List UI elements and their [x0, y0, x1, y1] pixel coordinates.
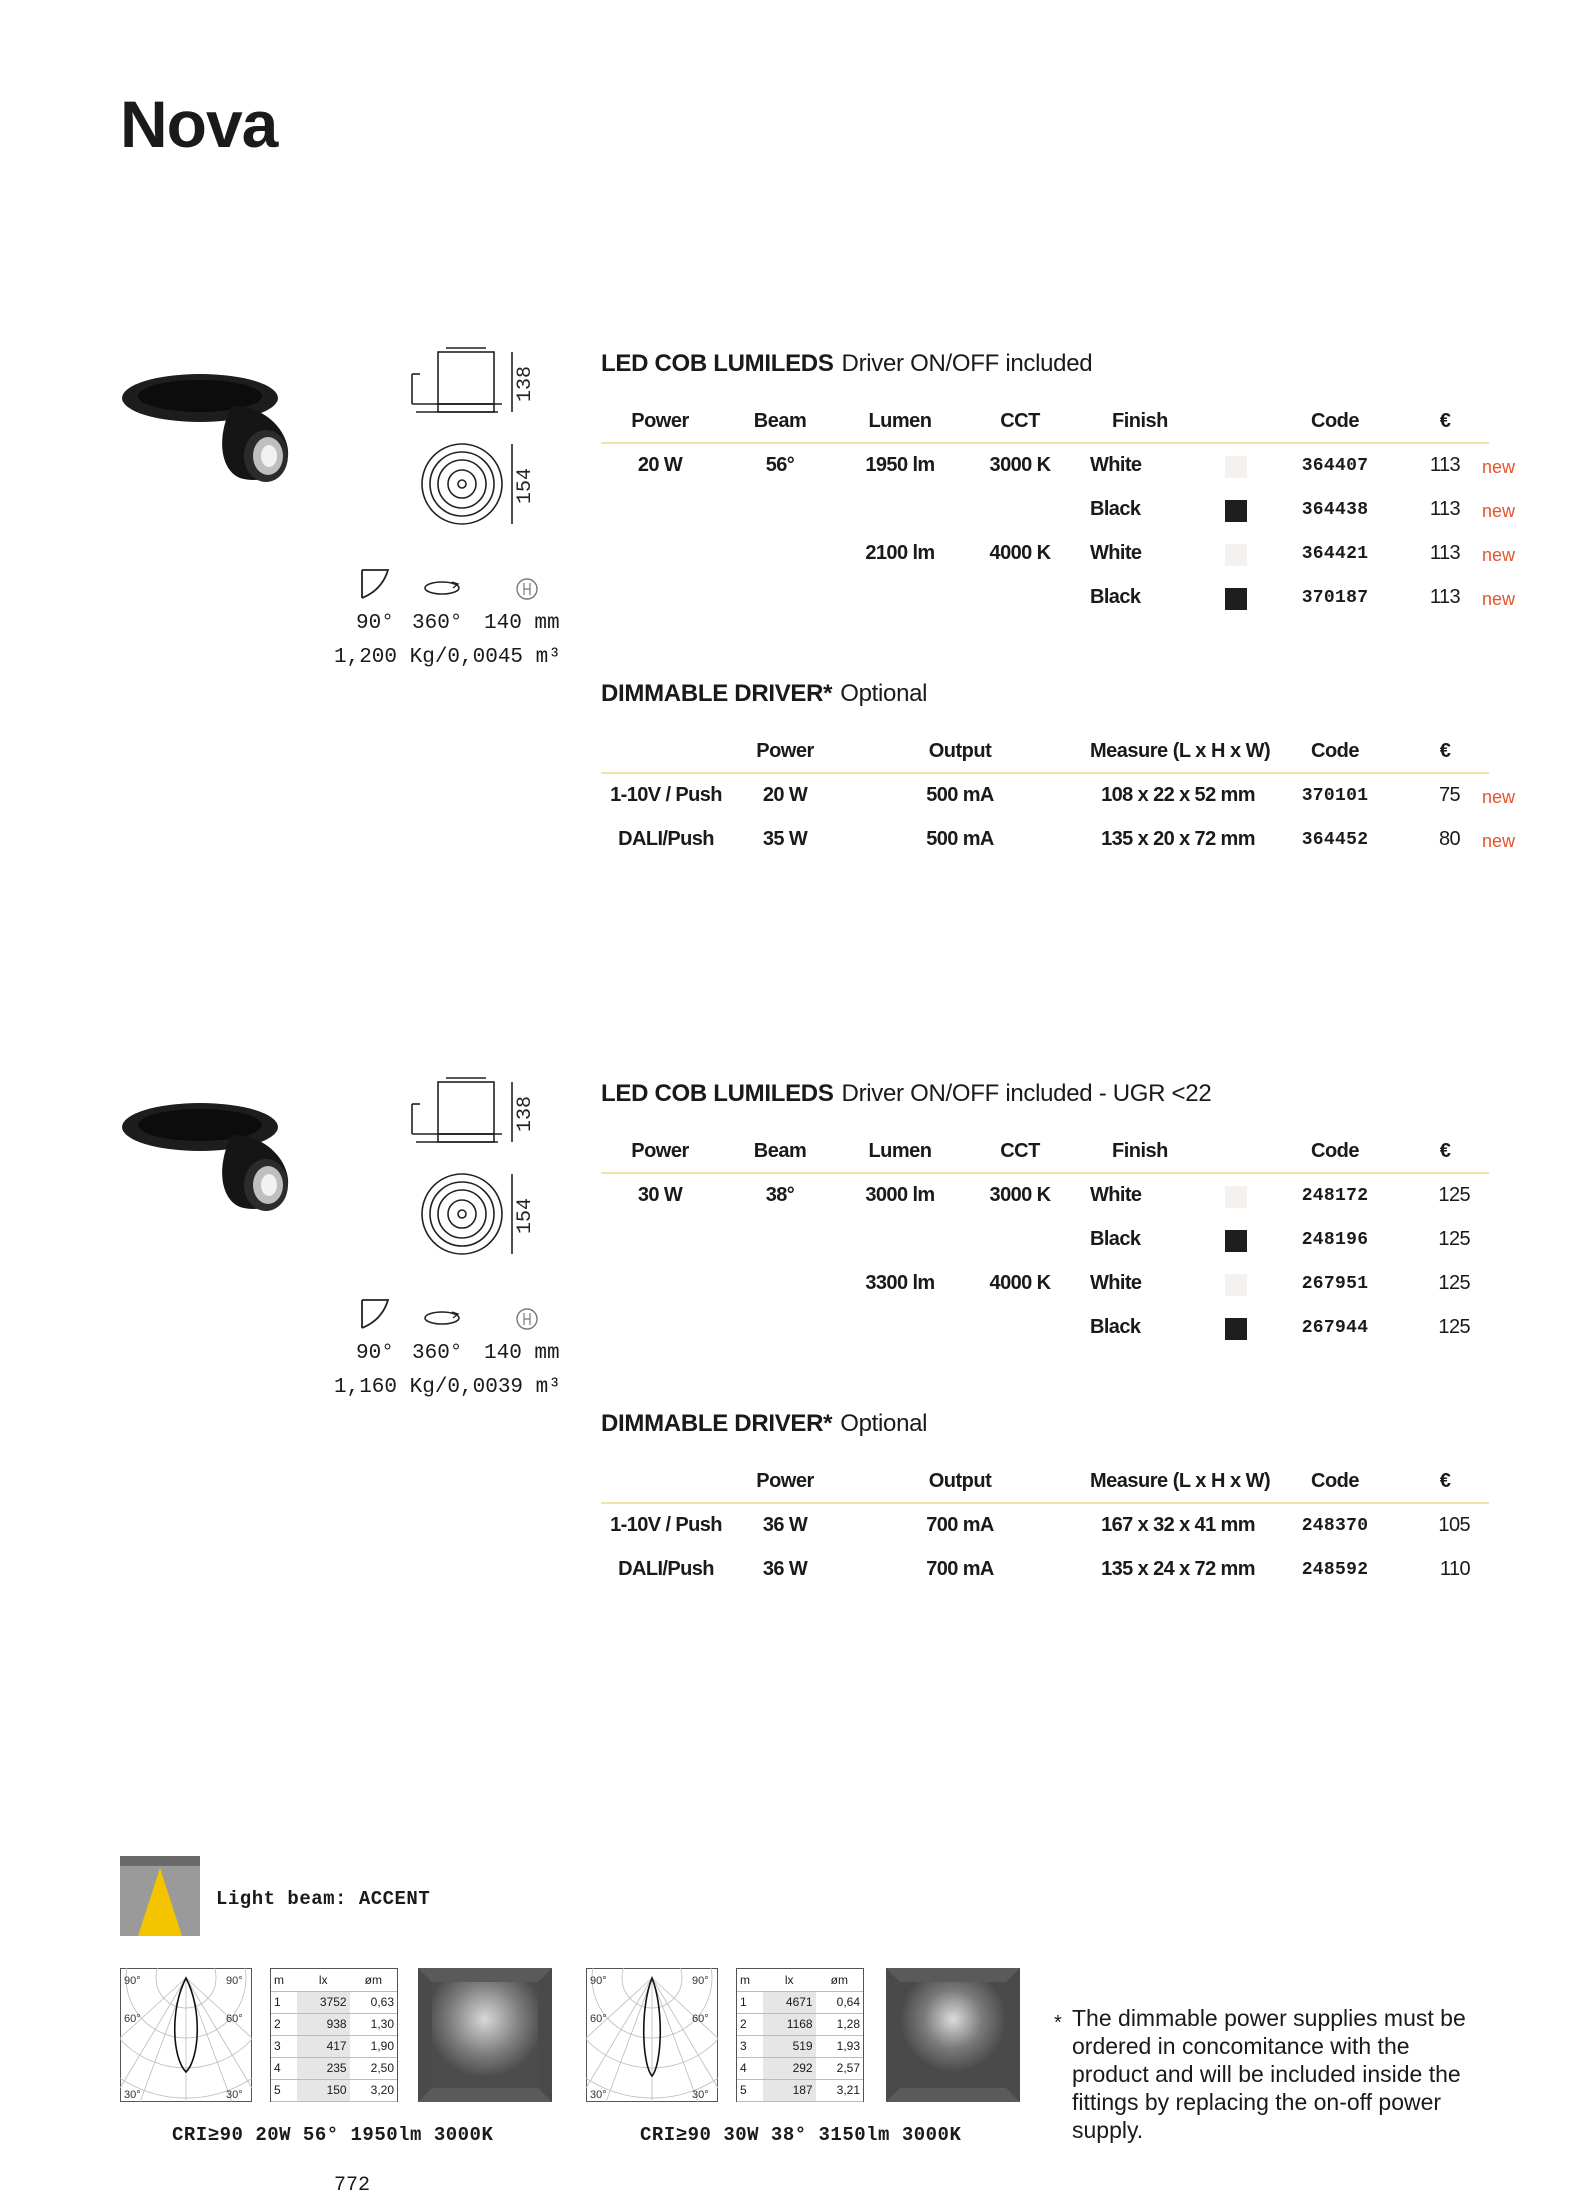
- polar-label: 30°: [590, 2089, 607, 2101]
- rotation-icon: [422, 578, 462, 598]
- row-code: 248196: [1301, 1230, 1369, 1250]
- col-measure: Measure (L x H x W): [1090, 740, 1271, 762]
- row-lumen: 2100 lm: [865, 542, 935, 564]
- driver-code: 248370: [1301, 1516, 1369, 1536]
- new-badge: new: [1482, 545, 1516, 565]
- driver-heading-sub: Optional: [840, 1410, 928, 1437]
- row-lumen: 3000 lm: [865, 1184, 935, 1206]
- beam-render: [886, 1968, 1020, 2102]
- row-cct: 4000 K: [989, 542, 1051, 564]
- row-price: 125: [1438, 1228, 1470, 1250]
- col-finish: Finish: [1112, 1140, 1168, 1162]
- header-rule: [601, 772, 1489, 774]
- finish-swatch-black: [1225, 588, 1247, 610]
- driver-output: 500 mA: [926, 784, 994, 806]
- finish-swatch-white: [1225, 1274, 1247, 1296]
- new-badge: new: [1482, 787, 1516, 807]
- illuminance-table: [270, 1968, 398, 2102]
- page-number: 772: [334, 2174, 371, 2197]
- row-code: 248172: [1301, 1186, 1369, 1206]
- driver-output: 500 mA: [926, 828, 994, 850]
- row-finish: Black: [1090, 498, 1141, 520]
- driver-measure: 135 x 20 x 72 mm: [1101, 828, 1255, 850]
- col-beam: Beam: [753, 410, 807, 432]
- driver-power: 36 W: [762, 1514, 808, 1536]
- row-code: 370187: [1301, 588, 1369, 608]
- col-finish: Finish: [1112, 410, 1168, 432]
- col-power: Power: [631, 410, 689, 432]
- finish-swatch-white: [1225, 1186, 1247, 1208]
- col-price: €: [1439, 1470, 1451, 1492]
- drawing-diameter-label: 154: [514, 1197, 537, 1235]
- polar-diagram: [586, 1968, 718, 2102]
- row-finish: White: [1090, 454, 1142, 476]
- header-rule: [601, 1172, 1489, 1174]
- technical-drawing: [408, 1074, 548, 1314]
- col-power: Power: [756, 1470, 814, 1492]
- driver-power: 36 W: [762, 1558, 808, 1580]
- finish-swatch-black: [1225, 1318, 1247, 1340]
- photom-header: lx: [763, 1969, 816, 1991]
- driver-heading: [601, 1410, 927, 1438]
- photom-row: 5 150 3,20: [271, 2079, 397, 2101]
- product-photo: [120, 356, 296, 486]
- row-code: 364438: [1301, 500, 1369, 520]
- drawing-height-label: 138: [514, 1095, 537, 1133]
- row-price: 125: [1438, 1272, 1470, 1294]
- driver-measure: 108 x 22 x 52 mm: [1101, 784, 1255, 806]
- col-output: Output: [928, 740, 992, 762]
- col-beam: Beam: [753, 1140, 807, 1162]
- spec-weight-volume: 1,200 Kg/0,0045 m³: [334, 646, 561, 669]
- row-price: 125: [1438, 1316, 1470, 1338]
- led-heading-bold: LED COB LUMILEDS: [601, 350, 834, 377]
- beam-render: [418, 1968, 552, 2102]
- rotation-icon: [422, 1308, 462, 1328]
- row-price: 113: [1429, 454, 1460, 476]
- spec-weight-volume: 1,160 Kg/0,0039 m³: [334, 1376, 561, 1399]
- polar-label: 60°: [590, 2013, 607, 2025]
- driver-price: 110: [1439, 1558, 1470, 1580]
- finish-swatch-white: [1225, 544, 1247, 566]
- hole-size-icon: [515, 576, 539, 602]
- col-code: Code: [1311, 410, 1359, 432]
- row-finish: White: [1090, 1184, 1142, 1206]
- page-title: Nova: [120, 87, 278, 161]
- new-badge: new: [1482, 501, 1516, 521]
- led-heading: [601, 1080, 1211, 1108]
- col-code: Code: [1311, 1470, 1359, 1492]
- driver-code: 248592: [1301, 1560, 1369, 1580]
- finish-swatch-black: [1225, 500, 1247, 522]
- col-output: Output: [928, 1470, 992, 1492]
- driver-power: 35 W: [762, 828, 808, 850]
- photom-row: 3 417 1,90: [271, 2035, 397, 2057]
- row-code: 364421: [1301, 544, 1369, 564]
- photom-row: 2 938 1,30: [271, 2013, 397, 2035]
- led-heading-sub: Driver ON/OFF included - UGR <22: [841, 1080, 1212, 1107]
- col-code: Code: [1311, 1140, 1359, 1162]
- driver-output: 700 mA: [926, 1558, 994, 1580]
- footnote-marker: *: [1054, 2012, 1062, 2034]
- polar-label: 30°: [226, 2089, 243, 2101]
- col-lumen: Lumen: [868, 410, 932, 432]
- photom-row: 4 292 2,57: [737, 2057, 863, 2079]
- photometry-caption: CRI≥90 20W 56° 1950lm 3000K: [172, 2124, 494, 2146]
- polar-label: 90°: [590, 1975, 607, 1987]
- illuminance-table: [736, 1968, 864, 2102]
- new-badge: new: [1482, 589, 1516, 609]
- drawing-diameter-label: 154: [514, 467, 537, 505]
- photom-header: øm: [350, 1969, 397, 1991]
- led-heading: [601, 350, 1092, 378]
- driver-type: DALI/Push: [618, 1558, 714, 1580]
- row-cct: 3000 K: [989, 454, 1051, 476]
- finish-swatch-white: [1225, 456, 1247, 478]
- photom-header: lx: [297, 1969, 350, 1991]
- light-beam-label: Light beam: ACCENT: [216, 1888, 431, 1910]
- photom-row: 1 3752 0,63: [271, 1991, 397, 2013]
- row-price: 113: [1429, 498, 1460, 520]
- row-power: 30 W: [637, 1184, 683, 1206]
- photom-row: 4 235 2,50: [271, 2057, 397, 2079]
- row-finish: Black: [1090, 1228, 1141, 1250]
- photom-row: 1 4671 0,64: [737, 1991, 863, 2013]
- driver-code: 370101: [1301, 786, 1369, 806]
- header-rule: [601, 1502, 1489, 1504]
- row-beam: 38°: [765, 1184, 795, 1206]
- row-lumen: 3300 lm: [865, 1272, 935, 1294]
- new-badge: new: [1482, 457, 1516, 477]
- driver-power: 20 W: [762, 784, 808, 806]
- col-price: €: [1439, 740, 1451, 762]
- photom-header: m: [271, 1969, 297, 1991]
- tilt-angle-icon: [358, 568, 392, 600]
- row-finish: Black: [1090, 586, 1141, 608]
- row-code: 364407: [1301, 456, 1369, 476]
- photom-row: 5 187 3,21: [737, 2079, 863, 2101]
- row-price: 113: [1429, 586, 1460, 608]
- driver-heading-bold: DIMMABLE DRIVER*: [601, 1410, 833, 1437]
- photometry-caption: CRI≥90 30W 38° 3150lm 3000K: [640, 2124, 962, 2146]
- row-beam: 56°: [765, 454, 795, 476]
- polar-label: 90°: [124, 1975, 141, 1987]
- driver-heading-sub: Optional: [840, 680, 928, 707]
- technical-drawing: [408, 344, 548, 584]
- col-cct: CCT: [1000, 1140, 1040, 1162]
- row-finish: Black: [1090, 1316, 1141, 1338]
- driver-measure: 135 x 24 x 72 mm: [1101, 1558, 1255, 1580]
- row-code: 267951: [1301, 1274, 1369, 1294]
- row-cct: 4000 K: [989, 1272, 1051, 1294]
- driver-price: 75: [1438, 784, 1460, 806]
- led-heading-sub: Driver ON/OFF included: [841, 350, 1093, 377]
- col-cct: CCT: [1000, 410, 1040, 432]
- photom-row: 2 1168 1,28: [737, 2013, 863, 2035]
- col-code: Code: [1311, 740, 1359, 762]
- led-heading-bold: LED COB LUMILEDS: [601, 1080, 834, 1107]
- row-price: 125: [1438, 1184, 1470, 1206]
- driver-type: 1-10V / Push: [610, 784, 722, 806]
- driver-type: DALI/Push: [618, 828, 714, 850]
- photom-header: m: [737, 1969, 763, 1991]
- footnote-text: The dimmable power supplies must be ordered in concomitance with the product and will be included inside the fittings by replacing the on-off power supply.: [1072, 2005, 1466, 2143]
- tilt-angle-icon: [358, 1298, 392, 1330]
- driver-type: 1-10V / Push: [610, 1514, 722, 1536]
- row-code: 267944: [1301, 1318, 1369, 1338]
- polar-label: 30°: [124, 2089, 141, 2101]
- polar-label: 90°: [226, 1975, 243, 1987]
- driver-output: 700 mA: [926, 1514, 994, 1536]
- spec-hole: 140 mm: [484, 612, 560, 635]
- spec-angle: 90°: [356, 1342, 394, 1365]
- product-photo: [120, 1085, 296, 1215]
- row-cct: 3000 K: [989, 1184, 1051, 1206]
- spec-angle: 90°: [356, 612, 394, 635]
- hole-size-icon: [515, 1306, 539, 1332]
- col-power: Power: [756, 740, 814, 762]
- spec-hole: 140 mm: [484, 1342, 560, 1365]
- col-power: Power: [631, 1140, 689, 1162]
- col-price: €: [1439, 1140, 1451, 1162]
- driver-code: 364452: [1301, 830, 1369, 850]
- col-price: €: [1439, 410, 1451, 432]
- photom-header: øm: [816, 1969, 863, 1991]
- driver-measure: 167 x 32 x 41 mm: [1101, 1514, 1255, 1536]
- col-lumen: Lumen: [868, 1140, 932, 1162]
- polar-label: 60°: [692, 2013, 709, 2025]
- spec-rotation: 360°: [412, 612, 463, 635]
- polar-label: 60°: [124, 2013, 141, 2025]
- row-finish: White: [1090, 542, 1142, 564]
- polar-diagram: [120, 1968, 252, 2102]
- driver-price: 105: [1438, 1514, 1470, 1536]
- row-finish: White: [1090, 1272, 1142, 1294]
- row-lumen: 1950 lm: [865, 454, 935, 476]
- col-measure: Measure (L x H x W): [1090, 1470, 1271, 1492]
- photom-row: 3 519 1,93: [737, 2035, 863, 2057]
- new-badge: new: [1482, 831, 1516, 851]
- drawing-height-label: 138: [514, 365, 537, 403]
- row-power: 20 W: [637, 454, 683, 476]
- driver-heading-bold: DIMMABLE DRIVER*: [601, 680, 833, 707]
- header-rule: [601, 442, 1489, 444]
- polar-label: 30°: [692, 2089, 709, 2101]
- driver-heading: [601, 680, 927, 708]
- polar-label: 90°: [692, 1975, 709, 1987]
- row-price: 113: [1429, 542, 1460, 564]
- polar-label: 60°: [226, 2013, 243, 2025]
- spec-rotation: 360°: [412, 1342, 463, 1365]
- finish-swatch-black: [1225, 1230, 1247, 1252]
- light-beam-icon: [120, 1856, 200, 1936]
- driver-price: 80: [1438, 828, 1460, 850]
